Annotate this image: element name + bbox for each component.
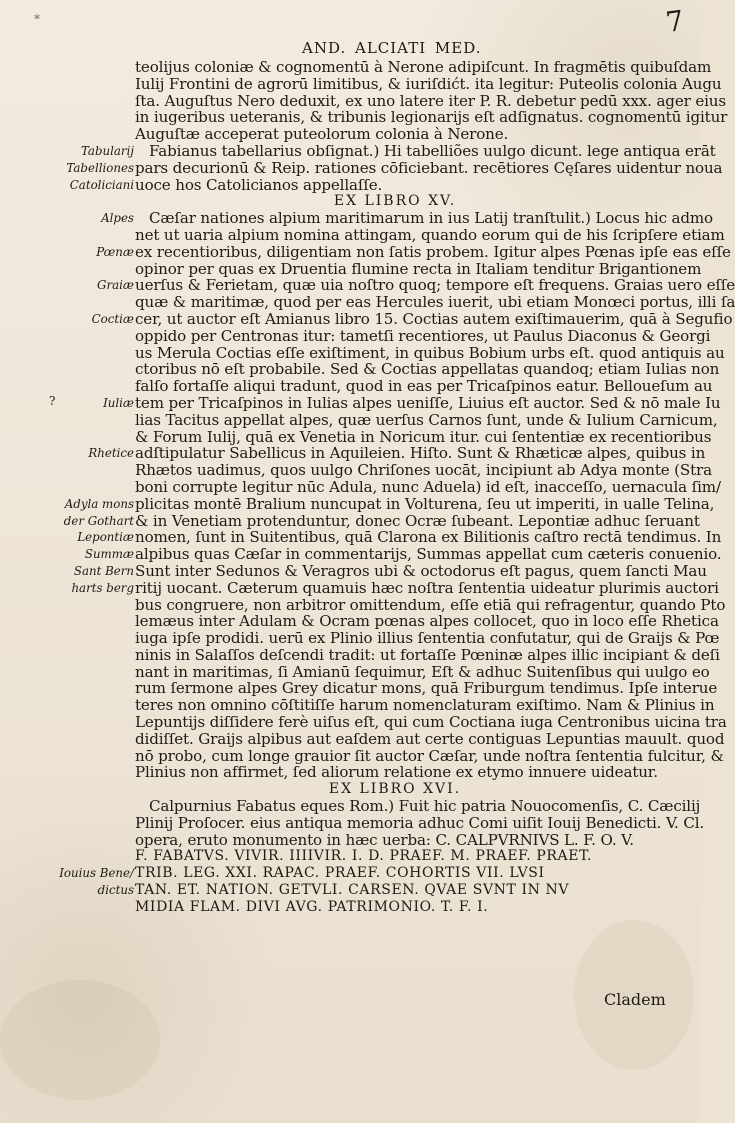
text-line: alpibus quas Cæſar in commentarijs, Summas appellat cum cæteris conuenio. [135, 545, 722, 564]
marginal-note: Iuliæ [103, 396, 134, 410]
text-line: Rhætos uadimus, quos uulgo Chriſones uocāt, incipiunt ab Adya monte (Stra [135, 461, 712, 480]
text-line: lias Tacitus appellat alpes, quæ uerſus Carnos ſunt, unde & Iulium Carnicum, [135, 410, 718, 429]
marginal-note: Iouius Bene/ [59, 866, 134, 880]
text-line: us Merula Coctias eſſe exiſtiment, in quibus Bobium urbs eſt. quod antiquis au [135, 343, 725, 362]
marginal-note: Tabelliones [66, 161, 134, 175]
text-line: bus congruere, non arbitror omittendum, eſſe etiā qui refragentur, quando Pto [135, 595, 726, 614]
text-line: uerſus & Ferietam, quæ uia noſtro quoq; tempore eſt frequens. Graias uero eſſe [135, 276, 735, 295]
text-line: nō probo, cum longe grauior ſit auctor Cæſar, unde noſtra ſententia fulcitur, & [135, 746, 724, 765]
margin-mark: ? [49, 394, 56, 408]
text-line: nant in maritimas, ſi Amianū ſequimur, Eſt & adhuc Suitenſibus qui uulgo eo [135, 662, 710, 681]
marginal-note: Lepontiæ [77, 530, 134, 544]
text-line: Lepuntijs diſſidere ferè uiſus eſt, qui cum Coctiana iuga Centronibus uicina tra [135, 713, 727, 732]
text-line: plicitas montē Bralium nuncupat in Volturena, ſeu ut imperiti, in ualle Telina, [135, 494, 715, 513]
text-line: Plinij Proſocer. eius antiqua memoria adhuc Comi uiſit Iouij Benedicti. V. Cl. [135, 813, 705, 832]
text-line: didiſſet. Graijs alpibus aut eaſdem aut certe contiguas Lepuntias mauult. quod [135, 729, 725, 748]
marginal-note: Summæ [84, 547, 134, 561]
inscription-line: F. FABATVS. VIVIR. IIIIVIR. I. D. PRAEF. M. PRAEF. PRAET. [135, 848, 593, 865]
text-line: lemæus inter Adulam & Ocram pœnas alpes collocet, quo in loco eſſe Rhetica [135, 612, 719, 631]
marginal-note: Sant Bern [73, 564, 134, 578]
text-line: opera, eruto monumento in hæc uerba: C. CALPVRNIVS L. F. O. V. [135, 830, 634, 849]
marginal-note: Pœnæ [96, 245, 134, 259]
text-line: Auguſtæ acceperat puteolorum colonia à Nerone. [135, 125, 509, 144]
text-line: pars decurionū & Reip. rationes cōficiebant. recētiores Cęſares uidentur noua [135, 158, 723, 177]
text-line: iuga ipſe prodidi. uerū ex Plinio illius ſententia confutatur, qui de Graijs & Pœ [135, 629, 720, 648]
marginal-note: Alpes [101, 211, 134, 225]
text-line: teres non omnino cōſtitiſſe harum nomenclaturam exiſtimo. Nam & Plinius in [135, 696, 715, 715]
text-line: boni corrupte legitur nūc Adula, nunc Aduela) id eſt, inacceſſo, uernacula ſim/ [135, 477, 721, 496]
running-head: AND. ALCIATI MED. [302, 39, 482, 57]
marginal-note: Adyla mons [64, 497, 134, 511]
marginal-note: dictus [97, 883, 134, 897]
text-line: falſo fortaſſe aliqui tradunt, quod in eas per Tricaſpinos eatur. Belloueſum au [135, 377, 713, 396]
text-line: adſtipulatur Sabellicus in Aquileien. Hiſto. Sunt & Rhæticæ alpes, quibus in [135, 444, 706, 463]
text-line: ſta. Auguſtus Nero deduxit, ex uno latere iter P. R. debetur pedū xxx. ager eius [135, 91, 726, 110]
text-line: cer, ut auctor eſt Amianus libro 15. Coctias autem exiſtimauerim, quā à Segufio [135, 309, 733, 328]
text-line: Cæſar nationes alpium maritimarum in ius Latij tranſtulit.) Locus hic admo [149, 209, 713, 228]
text-line: uoce hos Catolicianos appellaſſe. [135, 175, 383, 194]
text-line: Plinius non affirmet, ſed aliorum relatione ex etymo innuere uideatur. [135, 763, 658, 782]
text-line: rum ſermone alpes Grey dicatur mons, quā Friburgum tendimus. Ipſe interue [135, 679, 718, 698]
text-line: nomen, ſunt in Suitentibus, quā Clarona ex Bilitionis caſtro rectā tendimus. In [135, 528, 722, 547]
text-line: ritij uocant. Cæterum quamuis hæc noſtra ſententia uideatur plurimis auctori [135, 578, 719, 597]
marginal-note: harts berg [71, 581, 134, 595]
marginal-note: Coctiæ [91, 312, 134, 326]
marginal-note: Catoliciani [69, 178, 134, 192]
text-line: Sunt inter Sedunos & Veragros ubi & octodorus eſt pagus, quem ſancti Mau [135, 561, 707, 580]
inscription-line: TAN. ET. NATION. GETVLI. CARSEN. QVAE SVNT IN NV [135, 882, 570, 899]
catchword: Cladem [604, 990, 666, 1009]
text-line: teolijus coloniæ & cognomentū à Nerone adipiſcunt. In fragmētis quibuſdam [135, 58, 712, 76]
text-line: & Forum Iulij, quā ex Venetia in Noricum itur. cui ſententiæ ex recentioribus [135, 427, 712, 446]
text-line: Iulij Frontini de agrorū limitibus, & iuriſdićt. ita legitur: Puteolis colonia Augu [135, 74, 722, 93]
marginal-note: Tabularij [80, 144, 134, 158]
main-text-column [135, 58, 735, 916]
marginal-note: Rhetice [88, 446, 134, 460]
text-line: & in Venetiam protenduntur, donec Ocræ ſubeant. Lepontiæ adhuc ſeruant [135, 511, 700, 530]
text-line: Calpurnius Fabatus eques Rom.) Fuit hic patria Nouocomenſis, C. Cæcilij [149, 797, 701, 816]
marginal-note: Graiæ [97, 278, 134, 292]
corner-mark: * [34, 12, 40, 26]
text-line: net ut uaria alpium nomina attingam, quando eorum qui de his ſcripſere etiam [135, 225, 725, 244]
section-heading: EX LIBRO XVI. [328, 781, 462, 798]
text-line: Fabianus tabellarius obſignat.) Hi tabelliões uulgo dicunt. lege antiqua erāt [149, 141, 716, 160]
inscription-line: MIDIA FLAM. DIVI AVG. PATRIMONIO. T. F. I. [135, 898, 489, 915]
section-heading: EX LIBRO XV. [333, 193, 457, 210]
text-line: oppido per Centronas itur: tametſi recentiores, ut Paulus Diaconus & Georgi [135, 326, 711, 345]
marginal-notes [50, 59, 134, 1039]
text-line: ctoribus nō eſt probabile. Sed & Coctias appellatas quandoq; etiam Iulias non [135, 360, 720, 379]
text-line: in iugeribus ueteranis, & tribunis legionarijs eſt adſignatus. cognomentū igitur [135, 108, 728, 127]
text-line: quæ & maritimæ, quod per eas Hercules iuerit, ubi etiam Monœci portus, illi ſa [135, 293, 735, 312]
text-line: ninis in Salaſſos deſcendi tradit: ut fortaſſe Pœninæ alpes illic incipiant & deſi [135, 645, 720, 664]
text-line: tem per Tricaſpinos in Iulias alpes ueniſſe, Liuius eſt auctor. Sed & nō male Iu [135, 393, 721, 412]
marginal-note: der Gothart [63, 514, 134, 528]
text-line: opinor per quas ex Druentia flumine recta in Italiam tenditur Brigantionem [135, 259, 702, 278]
text-line: ex recentioribus, diligentiam non ſatis probem. Igitur alpes Pœnas ipſe eas eſſe [135, 242, 731, 261]
inscription-line: TRIB. LEG. XXI. RAPAC. PRAEF. COHORTIS VII. LVSI [135, 865, 545, 882]
folio-number: 7 [663, 3, 687, 40]
